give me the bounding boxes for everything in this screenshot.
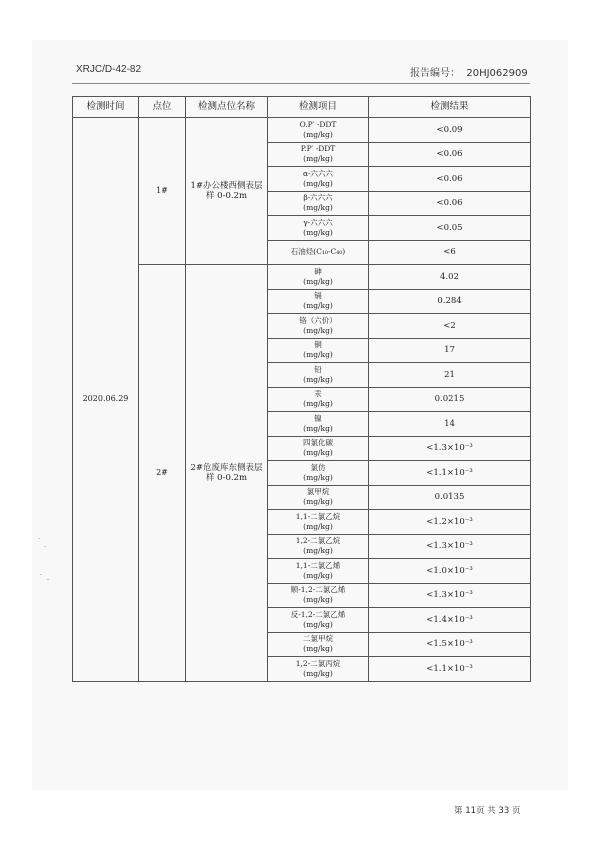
item-unit: (mg/kg) (303, 399, 333, 409)
item-name: 顺-1,2-二氯乙烯 (290, 585, 346, 595)
result-cell: 0.0215 (369, 387, 531, 412)
item-unit: (mg/kg) (303, 521, 333, 531)
result-cell: 14 (369, 412, 531, 437)
table-row (73, 265, 531, 290)
col-header-date: 检测时间 (73, 97, 139, 118)
item-name: 1,1-二氯乙烷 (295, 511, 341, 521)
item-unit: (mg/kg) (303, 227, 333, 237)
item-unit: (mg/kg) (303, 129, 333, 139)
result-cell: <0.06 (369, 142, 531, 167)
report-number-value: 20HJ062909 (466, 68, 528, 79)
col-header-point: 点位 (139, 97, 186, 118)
item-name: 镉 (314, 291, 322, 301)
item-unit: (mg/kg) (303, 325, 333, 335)
result-cell: <1.3×10⁻³ (369, 583, 531, 608)
item-cell (268, 363, 369, 388)
item-unit: (mg/kg) (303, 472, 333, 482)
col-header-item: 检测项目 (268, 97, 369, 118)
item-unit: (mg/kg) (303, 178, 333, 188)
item-cell (268, 657, 369, 682)
item-name: γ-六六六 (303, 217, 333, 227)
result-cell: <1.1×10⁻³ (369, 461, 531, 486)
item-name: 镍 (314, 413, 322, 423)
result-cell: <6 (369, 240, 531, 265)
result-cell: 0.284 (369, 289, 531, 314)
scan-speck (44, 546, 46, 547)
results-table (72, 96, 531, 682)
page-number: 第 11页 共 33 页 (454, 806, 521, 816)
item-name: 氯仿 (310, 462, 326, 472)
item-unit: (mg/kg) (303, 423, 333, 433)
item-name: 石油烃(C₁₀-C₄₀) (290, 247, 346, 257)
item-cell (268, 167, 369, 192)
result-cell: <0.05 (369, 216, 531, 241)
result-cell: <0.09 (369, 118, 531, 143)
item-cell (268, 289, 369, 314)
table-row (73, 118, 531, 143)
item-cell (268, 142, 369, 167)
item-cell (268, 559, 369, 584)
item-unit: (mg/kg) (303, 374, 333, 384)
item-unit: (mg/kg) (303, 668, 333, 678)
item-name: 汞 (314, 389, 322, 399)
col-header-location: 检测点位名称 (186, 97, 268, 118)
item-cell (268, 632, 369, 657)
header-rule (72, 83, 530, 84)
result-cell: <1.5×10⁻³ (369, 632, 531, 657)
location-cell: 1#办公楼西侧表层样 0-0.2m (186, 118, 268, 265)
item-unit: (mg/kg) (303, 301, 333, 311)
result-cell: 4.02 (369, 265, 531, 290)
item-cell (268, 436, 369, 461)
item-cell (268, 338, 369, 363)
item-name: 四氯化碳 (303, 438, 333, 448)
result-cell: 17 (369, 338, 531, 363)
item-cell (268, 461, 369, 486)
result-cell: <1.0×10⁻³ (369, 559, 531, 584)
item-cell (268, 608, 369, 633)
item-cell (268, 534, 369, 559)
scan-speck (40, 574, 42, 575)
item-cell (268, 118, 369, 143)
item-name: 砷 (314, 266, 322, 276)
test-date-cell: 2020.06.29 (73, 118, 139, 682)
item-unit: (mg/kg) (303, 595, 333, 605)
item-cell (268, 216, 369, 241)
item-unit: (mg/kg) (303, 644, 333, 654)
result-cell: <0.06 (369, 167, 531, 192)
location-cell: 2#危废库东侧表层样 0-0.2m (186, 265, 268, 682)
item-cell (268, 314, 369, 339)
item-name: 铬（六价） (299, 315, 337, 325)
scan-speck (47, 579, 49, 580)
item-name: α-六六六 (302, 168, 334, 178)
item-name: 氯甲烷 (306, 487, 330, 497)
document-code: XRJC/D-42-82 (76, 64, 142, 75)
item-name: 铜 (314, 340, 322, 350)
item-unit: (mg/kg) (303, 497, 333, 507)
item-name: β-六六六 (303, 193, 333, 203)
item-cell (268, 191, 369, 216)
item-name: 二氯甲烷 (303, 634, 333, 644)
item-unit: (mg/kg) (303, 276, 333, 286)
report-number-label: 报告编号： (410, 68, 460, 79)
item-cell (268, 387, 369, 412)
item-cell (268, 265, 369, 290)
item-name: 1,2-二氯乙烷 (295, 536, 341, 546)
result-cell: 0.0135 (369, 485, 531, 510)
item-unit: (mg/kg) (303, 570, 333, 580)
result-cell: <0.06 (369, 191, 531, 216)
col-header-result: 检测结果 (369, 97, 531, 118)
item-cell (268, 485, 369, 510)
point-cell: 2# (139, 265, 186, 682)
result-cell: <1.4×10⁻³ (369, 608, 531, 633)
item-cell (268, 412, 369, 437)
result-cell: <1.3×10⁻³ (369, 534, 531, 559)
result-cell: 21 (369, 363, 531, 388)
report-number (410, 64, 528, 79)
item-name: P.P′ -DDT (300, 144, 336, 154)
result-cell: <1.3×10⁻³ (369, 436, 531, 461)
table-header-row (73, 97, 531, 118)
result-cell: <1.2×10⁻³ (369, 510, 531, 535)
item-unit: (mg/kg) (303, 546, 333, 556)
item-name: 反-1,2-二氯乙烯 (290, 609, 346, 619)
result-cell: <2 (369, 314, 531, 339)
point-cell: 1# (139, 118, 186, 265)
item-cell (268, 510, 369, 535)
result-cell: <1.1×10⁻³ (369, 657, 531, 682)
item-cell (268, 240, 369, 265)
item-name: 1,1-二氯乙烯 (295, 560, 341, 570)
item-name: 1,2-二氯丙烷 (295, 658, 341, 668)
item-unit: (mg/kg) (303, 619, 333, 629)
item-cell (268, 583, 369, 608)
item-unit: (mg/kg) (303, 203, 333, 213)
item-unit: (mg/kg) (303, 154, 333, 164)
item-name: 铅 (314, 364, 322, 374)
item-unit: (mg/kg) (303, 350, 333, 360)
item-unit: (mg/kg) (303, 448, 333, 458)
scan-speck (38, 538, 40, 539)
item-name: O.P′ -DDT (299, 119, 337, 129)
